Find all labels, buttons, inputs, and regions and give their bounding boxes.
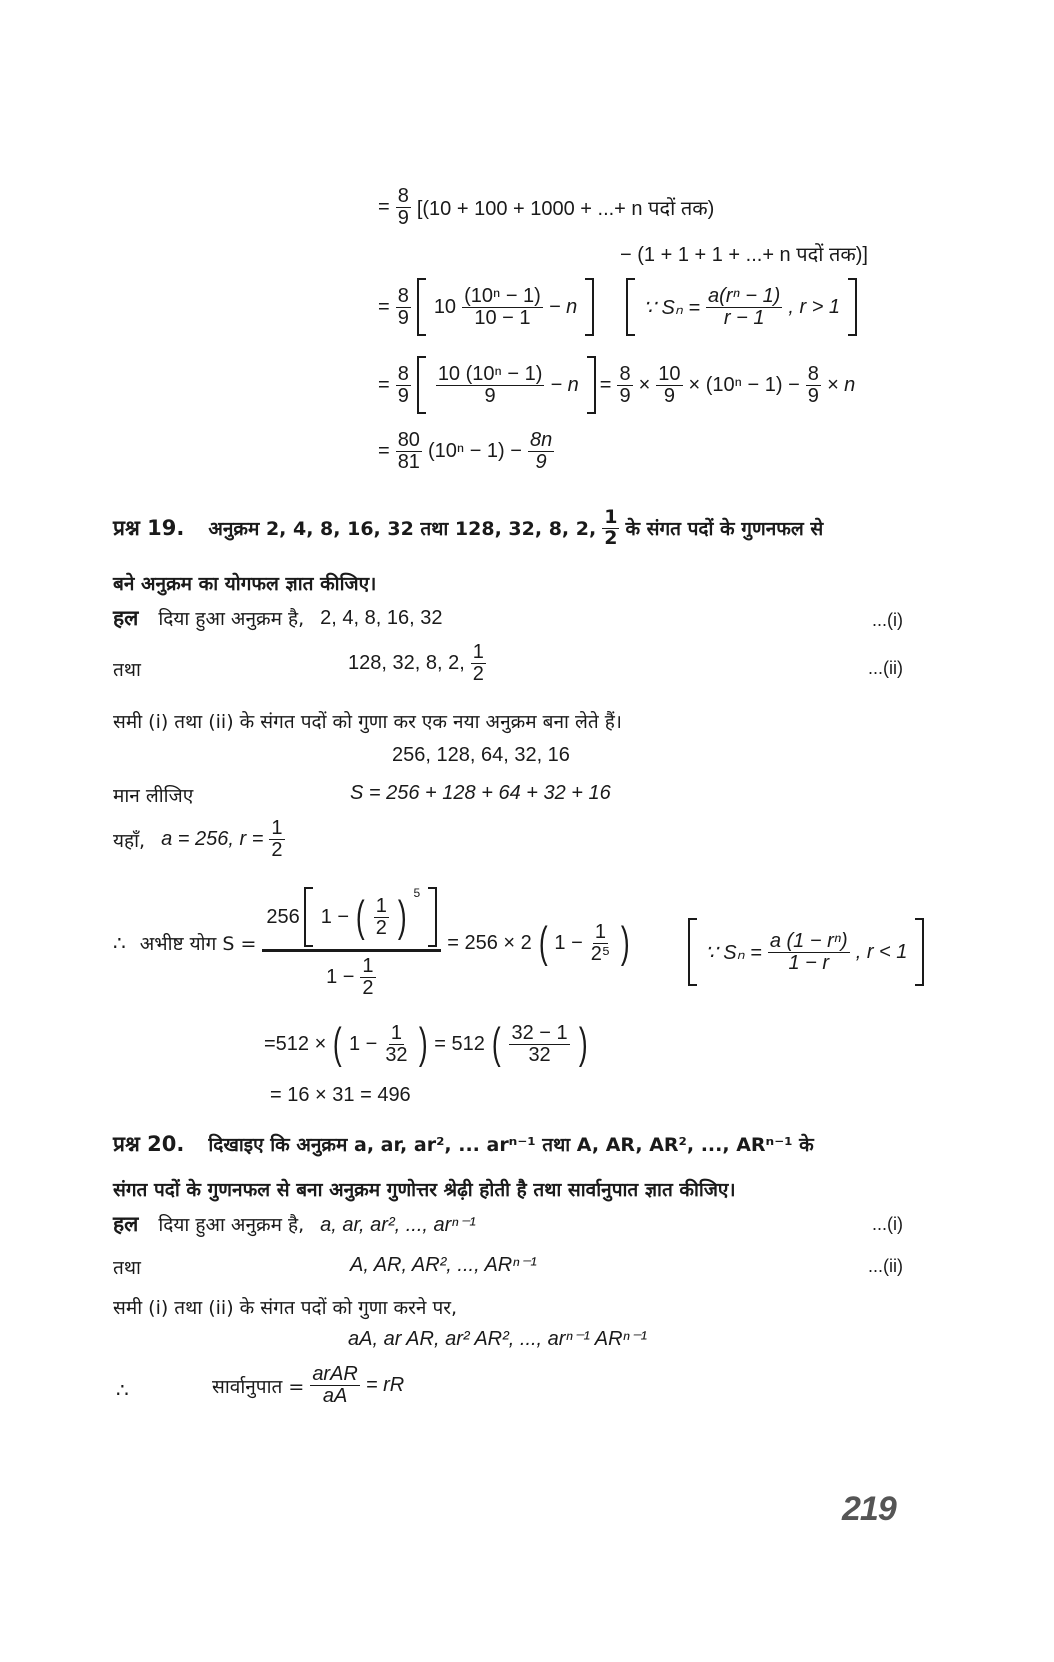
equation-ref-ii: ...(ii) [868,1256,903,1276]
fraction [436,364,545,407]
coefficient: 256 [266,905,300,928]
left-paren: ( [333,1019,343,1068]
required-sum-label: अभीष्ट योग S = [139,933,257,955]
let-label: मान लीजिए [113,785,194,807]
fraction [396,364,411,407]
left-paren: ( [356,892,365,941]
denominator: 32 [528,1043,551,1066]
page-number: 219 [842,1490,896,1528]
derivation-line-1 [378,186,714,229]
fraction [383,1023,409,1066]
fraction [806,364,821,407]
minus-n: − n [550,373,579,396]
ratio-result: = rR [365,1374,405,1396]
fraction [589,922,612,965]
denominator: 2⁵ [590,942,611,965]
numerator: 1 [594,920,607,943]
times-sign: × [638,373,651,396]
derivation-line-3 [378,278,857,336]
left-bracket [688,918,697,986]
denominator: 9 [397,207,409,229]
equals-sign: = [378,373,390,396]
numerator: 8 [397,284,409,307]
left-bracket [417,356,426,414]
numerator: (10ⁿ − 1) [464,284,541,307]
question-20-line-2: संगत पदों के गुणनफल से बना अनुक्रम गुणोत्तर श्रेढ़ी होती है तथा सार्वानुपात ज्ञात कीजिए। [113,1179,736,1201]
numerator: 1 [271,817,283,839]
left-paren: ( [538,918,548,967]
question-text: दिखाइए कि अनुक्रम a, ar, ar², ... arⁿ⁻¹ तथा A, AR, AR², ..., ARⁿ⁻¹ के [208,1134,814,1156]
numerator: 10 (10ⁿ − 1) [437,362,543,385]
right-bracket [848,278,857,336]
common-ratio-equation [212,1364,404,1407]
right-paren: ) [397,892,407,941]
multiply-statement: समी (i) तथा (ii) के संगत पदों को गुणा करने पर, [113,1297,458,1319]
minus-n: − n [548,295,578,318]
common-ratio-label: सार्वानुपात = [212,1375,305,1398]
therefore-symbol: ∴ [116,1380,129,1402]
denominator: 81 [397,451,420,473]
times-n: × n [826,373,856,396]
step-lead: =512 × [264,1032,327,1055]
given-text: दिया हुआ अनुक्रम है, [158,608,305,630]
denominator: 9 [484,384,496,407]
multiply-statement: समी (i) तथा (ii) के संगत पदों को गुणा कर एक नया अनुक्रम बना लेते हैं। [113,711,623,733]
numerator: 8 [619,362,631,385]
denominator: 2 [375,916,387,939]
fraction [462,286,543,329]
numerator: 1 [375,894,387,917]
equals-sign: = [378,196,390,218]
one-minus: 1 − [554,931,583,954]
q19-given-seq-2 [348,642,488,685]
new-sequence: 256, 128, 64, 32, 16 [392,744,570,766]
big-denominator [324,952,379,999]
fraction [269,818,284,861]
equation-ref-ii: ...(ii) [868,658,903,678]
denominator: 9 [807,384,819,407]
equation-ref-i: ...(i) [872,1214,903,1234]
sequence-1: a, ar, ar², ..., arⁿ⁻¹ [320,1213,476,1236]
q20-given-seq-2: A, AR, AR², ..., ARⁿ⁻¹ [350,1254,537,1276]
fraction [617,364,632,407]
question-label: प्रश्न 19. [113,516,185,541]
right-paren: ) [418,1019,428,1068]
solution-label: हल [113,1212,139,1236]
numerator: 10 [658,362,681,385]
solution-label: हल [113,606,139,630]
fraction [528,430,554,473]
tatha-label: तथा [113,1257,141,1279]
one-minus: 1 − [326,966,355,988]
derivation-line-4: = $\frac{8}{9}$ $\frac{\text{10 (10ⁿ − 1)}}{9}$ − n = $\frac{8}{9}$ × $\frac{10}{9}$ × (10ⁿ − 1) − $\frac{8}{9}$ × n [378,356,855,414]
numerator: a(rⁿ − 1) [708,284,781,307]
question-20-line-1 [113,1130,814,1158]
derivation-line-2: − (1 + 1 + 1 + ...+ n पदों तक)] [620,244,868,266]
fraction [396,186,411,229]
fraction [396,430,422,473]
product-sequence: aA, ar AR, ar² AR², ..., arⁿ⁻¹ ARⁿ⁻¹ [348,1328,648,1350]
fraction [706,286,782,329]
fraction [360,956,375,999]
fraction [396,286,411,329]
required-sum-equation [113,878,633,1008]
derivation-line-5 [378,430,556,473]
question-text: के संगत पदों के गुणनफल से [625,518,824,541]
numerator: 80 [397,429,420,451]
numerator: a (1 − rⁿ) [769,929,848,952]
fraction [602,508,619,549]
a-r-expression: a = 256, r = [161,828,264,850]
condition: , r < 1 [855,940,908,963]
denominator: 1 − r [788,951,830,974]
step-mid: = 512 [434,1032,485,1055]
denominator: r − 1 [723,306,765,329]
numerator: 8n [529,429,553,451]
given-text: दिया हुआ अनुक्रम है, [158,1214,305,1236]
numerator: 32 − 1 [511,1021,568,1044]
fraction [656,364,682,407]
numerator: 8 [397,362,409,385]
numerator: 1 [362,955,374,977]
expression-middle: × (10ⁿ − 1) − [688,373,800,396]
fraction [310,1364,360,1407]
equals-sign: = [378,440,390,462]
expression-middle: (10ⁿ − 1) − [427,440,522,462]
fraction [471,642,486,685]
fraction [374,896,389,939]
numerator: 1 [472,641,484,663]
denominator: 9 [619,384,631,407]
question-19-line-1 [113,508,823,549]
left-bracket [626,278,635,336]
numerator: 1 [604,506,618,528]
denominator: 10 − 1 [474,306,531,329]
right-bracket [915,918,924,986]
series-expression: [(10 + 100 + 1000 + ...+ n पदों तक) [416,198,715,220]
right-paren: ) [621,918,630,967]
therefore-symbol: ∴ [113,932,126,955]
formula-note-prefix: ∵ Sₙ = [643,296,701,319]
a-r-values [113,818,287,861]
one-minus: 1 − [348,1032,378,1055]
denominator: 2 [604,526,618,549]
equals-sign: = [378,295,390,318]
left-paren: ( [491,1019,501,1068]
formula-note-prefix: ∵ Sₙ = [705,941,762,964]
fraction [768,931,850,974]
denominator: 2 [362,977,374,999]
denominator: aA [322,1385,348,1407]
denominator: 9 [397,384,409,407]
big-numerator [262,887,441,952]
right-bracket [585,278,594,336]
sequence-1: 2, 4, 8, 16, 32 [320,606,443,629]
denominator: 2 [472,663,484,685]
question-label: प्रश्न 20. [113,1132,185,1156]
right-bracket [428,887,437,947]
one-minus: 1 − [320,905,350,928]
q20-given-seq-1 [113,1210,476,1238]
sum-formula-note [688,918,924,986]
exponent: 5 [413,886,421,900]
q19-given-seq-1 [113,604,442,632]
right-bracket [587,356,596,414]
sequence-2: 128, 32, 8, 2, [348,652,465,674]
question-text: अनुक्रम 2, 4, 8, 16, 32 तथा 128, 32, 8, 2, [208,518,597,541]
denominator: 9 [535,451,547,473]
coefficient: 10 [433,295,457,318]
fraction [509,1023,569,1066]
equation-ref-i: ...(i) [872,610,903,630]
left-bracket [304,887,313,947]
denominator: 9 [397,306,409,329]
numerator: 8 [397,185,409,207]
final-answer: = 16 × 31 = 496 [270,1084,411,1106]
left-bracket [417,278,426,336]
question-19-line-2: बने अनुक्रम का योगफल ज्ञात कीजिए। [113,573,377,595]
right-paren: ) [578,1019,588,1068]
sum-expression: S = 256 + 128 + 64 + 32 + 16 [350,782,611,804]
numerator: arAR [312,1363,358,1385]
numerator: 1 [390,1021,402,1044]
denominator: 32 [385,1043,408,1066]
denominator: 2 [271,839,283,861]
denominator: 9 [663,384,675,407]
here-label: यहाँ, [113,829,146,852]
rhs-expression: = 256 × 2 [447,931,532,954]
big-fraction [262,887,441,999]
tatha-label: तथा [113,659,141,681]
sum-step-2 [264,1014,590,1074]
numerator: 8 [807,362,819,385]
condition: , r > 1 [788,295,841,318]
